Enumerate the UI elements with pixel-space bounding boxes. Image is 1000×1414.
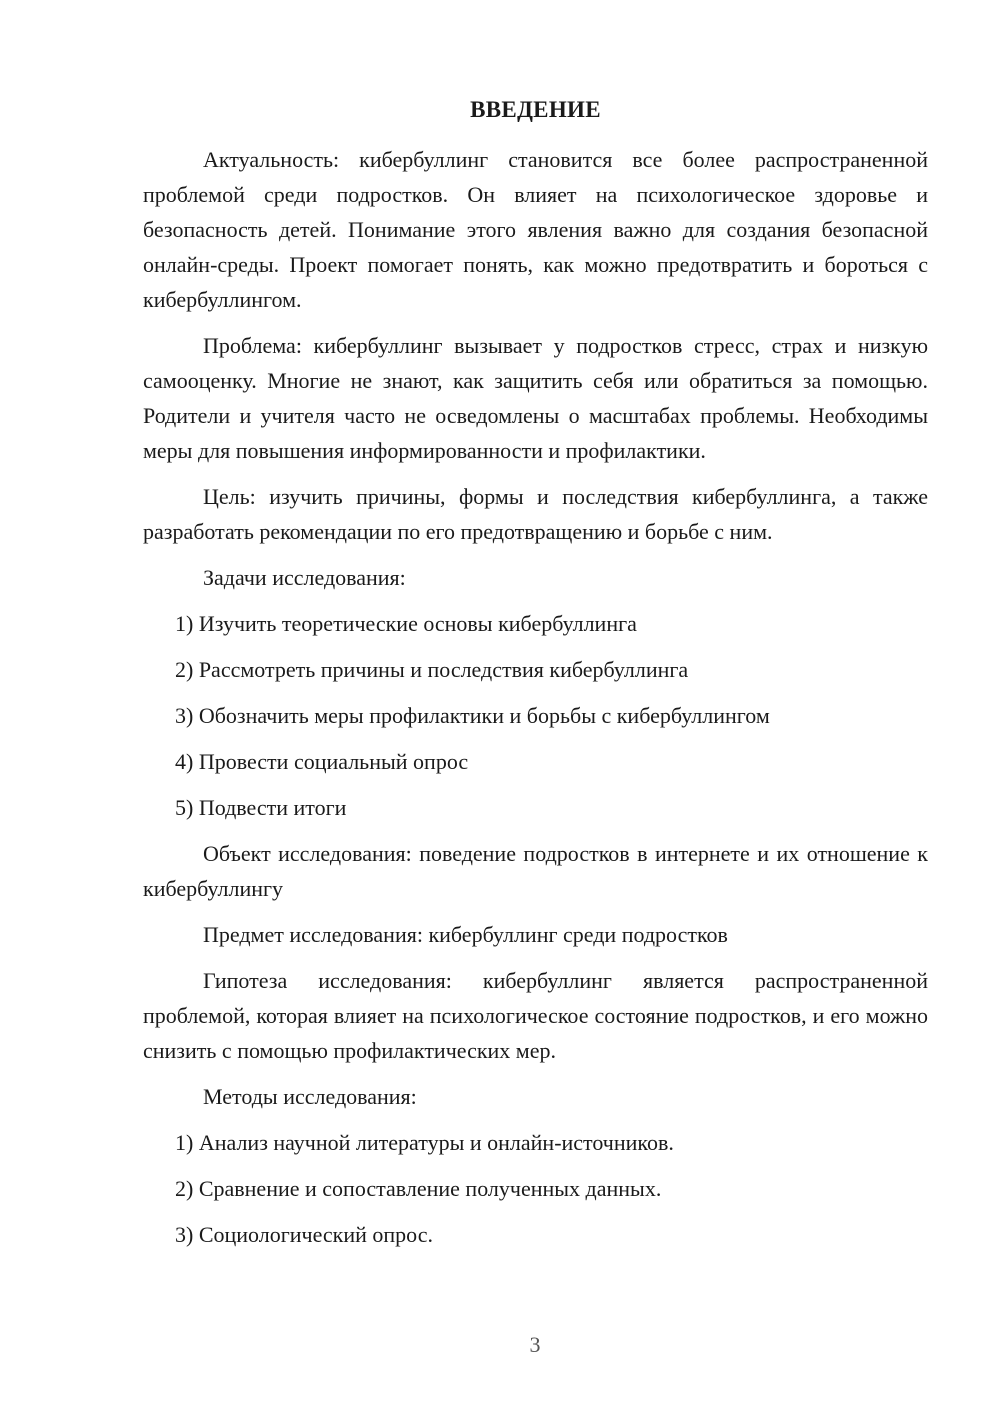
goal-paragraph: Цель: изучить причины, формы и последствия кибербуллинга, а также разработать рекомендации по его предотвращению и борьбе с ним. xyxy=(143,484,928,544)
list-item: 4) Провести социальный опрос xyxy=(175,749,469,774)
tasks-list xyxy=(143,606,928,825)
subject-paragraph: Предмет исследования: кибербуллинг среди подростков xyxy=(203,922,728,947)
list-item: 1) Изучить теоретические основы кибербуллинга xyxy=(175,611,637,636)
hypothesis-paragraph: Гипотеза исследования: кибербуллинг является распространенной проблемой, которая влияет на психологическое состояние подростков, и его можно снизить с помощью профилактических мер. xyxy=(143,968,928,1063)
list-item: 1) Анализ научной литературы и онлайн-источников. xyxy=(175,1130,674,1155)
methods-heading: Методы исследования: xyxy=(203,1084,417,1109)
list-item: 3) Обозначить меры профилактики и борьбы с кибербуллингом xyxy=(175,703,770,728)
tasks-heading: Задачи исследования: xyxy=(203,565,406,590)
list-item: 2) Сравнение и сопоставление полученных данных. xyxy=(175,1176,662,1201)
list-item: 3) Социологический опрос. xyxy=(175,1222,433,1247)
list-item: 2) Рассмотреть причины и последствия кибербуллинга xyxy=(175,657,689,682)
page-title: ВВЕДЕНИЕ xyxy=(470,97,601,122)
page-number: 3 xyxy=(529,1332,541,1357)
relevance-paragraph: Актуальность: кибербуллинг становится все более распространенной проблемой среди подростков. Он влияет на психологическое здоровье и безопасность детей. Понимание этого явления важно для создания безопасной онлайн-среды. Проект помогает понять, как можно предотвратить и бороться с кибербуллингом. xyxy=(143,147,928,312)
list-item: 5) Подвести итоги xyxy=(175,795,347,820)
document-body xyxy=(143,142,928,1263)
problem-paragraph: Проблема: кибербуллинг вызывает у подростков стресс, страх и низкую самооценку. Многие не знают, как защитить себя или обратиться за помощью. Родители и учителя часто не осведомлены о масштабах проблемы. Необходимы меры для повышения информированности и профилактики. xyxy=(143,333,928,463)
object-paragraph: Объект исследования: поведение подростков в интернете и их отношение к кибербуллингу xyxy=(143,841,928,901)
methods-list xyxy=(143,1125,928,1252)
